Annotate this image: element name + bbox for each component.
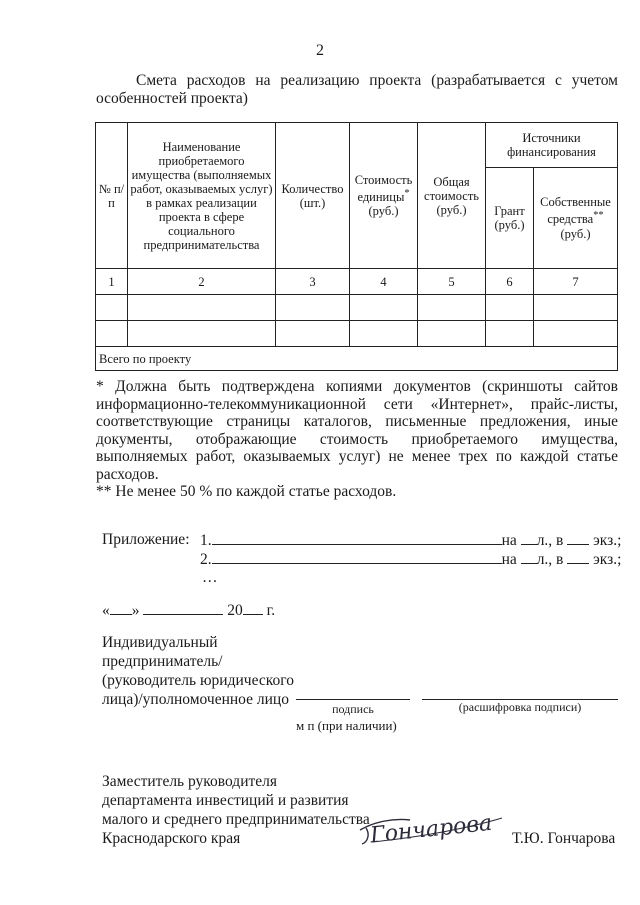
official-line-3: малого и среднего предпринимательства [102,811,370,828]
official-line-2: департамента инвестиций и развития [102,792,349,809]
attachment-label: Приложение: [102,531,190,548]
document-title [96,72,618,108]
official-line-4: Краснодарского края [102,830,241,847]
footnote-1-line-1: * Должна быть подтверждена копиями документов (скриншоты сайтов [96,378,618,395]
official-block [102,772,370,848]
date-month-blank[interactable] [143,600,223,615]
attachment-ellipsis: … [202,569,218,586]
header-total-cost: Общая стоимость (руб.) [418,123,486,269]
date-century: 20 [227,602,243,619]
attachment-item-2-title-blank[interactable] [212,549,502,564]
header-num: № п/п [96,123,128,269]
signatory-line-2: предприниматель/ [102,653,223,670]
table-row [96,295,618,321]
header-unit-cost-currency: (руб.) [368,204,399,219]
column-number: 6 [486,269,534,295]
column-number: 2 [128,269,276,295]
attachment-item-2-pages: л., в [536,551,564,568]
column-number: 5 [418,269,486,295]
signatory-line-1: Индивидуальный [102,634,218,651]
date-close-quote: » [131,602,140,619]
estimate-table [95,122,618,371]
header-quantity: Количество (шт.) [276,123,350,269]
header-unit-cost-label: Стоимость единицы [354,172,413,205]
total-label: Всего по проекту [96,347,618,371]
date-open-quote: « [102,602,110,619]
attachment-item-1-on: на [501,532,517,549]
attachment-item-1-num: 1. [200,532,212,549]
stamp-label: м п (при наличии) [296,718,397,733]
date-year-blank[interactable] [243,600,263,615]
attachment-item-2 [200,549,621,569]
official-line-1: Заместитель руководителя [102,773,278,790]
header-grant: Грант (руб.) [486,168,534,269]
handwritten-signature-text: Гончарова [368,810,494,849]
signature-line[interactable] [296,699,410,700]
official-name: Т.Ю. Гончарова [512,830,616,847]
header-funding-sources: Источники финансирования [486,123,618,168]
date-year-suffix: г. [266,602,276,619]
footnotes [96,378,618,501]
table-row [96,321,618,347]
header-unit-cost [350,123,418,269]
header-own-funds-mark: ** [593,210,604,222]
column-number: 1 [96,269,128,295]
header-unit-cost-mark: * [404,187,410,199]
signatory-block [102,633,294,709]
signatory-line-3: (руководитель юридического [102,672,294,689]
attachment-item-2-num: 2. [200,551,212,568]
header-own-funds [534,168,618,269]
title-line-2: особенностей проекта) [96,90,248,107]
header-own-funds-label: Собственные средства [540,195,611,227]
title-line-1: Смета расходов на реализацию проекта (разрабатывается с учетом [136,72,618,89]
attachment-item-2-on: на [501,551,517,568]
total-row [96,347,618,371]
attachment-item-1 [200,530,621,550]
footnote-2: ** Не менее 50 % по каждой статье расходов. [96,483,397,500]
attachment-item-2-copies: экз.; [593,551,622,568]
date-line [102,600,275,620]
column-numbers-row [96,269,618,295]
attachment-item-2-copies-blank[interactable] [567,549,589,564]
date-day-blank[interactable] [110,600,132,615]
header-own-funds-currency: (руб.) [560,226,591,241]
attachment-item-1-pages: л., в [536,532,564,549]
signatory-line-4: лица)/уполномоченное лицо [102,691,289,708]
column-number: 7 [534,269,618,295]
footnote-1-rest: информационно-телекоммуникационной сети «Интернет», прайс-листы, соответствующие страницы каталогов, письменные предложения, иные документы, отображающие стоимость приобретаемого имущества, выполняемых работ, оказываемых услуг) не менее трех по каждой статье расходов. [96,395,618,483]
attachment-item-1-title-blank[interactable] [212,530,502,545]
column-number: 3 [276,269,350,295]
handwritten-signature [352,800,512,850]
attachment-item-2-pages-blank[interactable] [521,549,537,564]
attachment-item-1-copies: экз.; [593,532,622,549]
attachment-item-1-pages-blank[interactable] [521,530,537,545]
header-item-name: Наименование приобретаемого имущества (выполняемых работ, оказываемых услуг) в рамках реализации проекта в сфере социального предпринимательства [128,123,276,269]
signature-caption: подпись [332,702,374,716]
attachment-item-1-copies-blank[interactable] [567,530,589,545]
page-number: 2 [316,42,324,59]
signature-decode-caption: (расшифровка подписи) [458,700,582,714]
column-number: 4 [350,269,418,295]
